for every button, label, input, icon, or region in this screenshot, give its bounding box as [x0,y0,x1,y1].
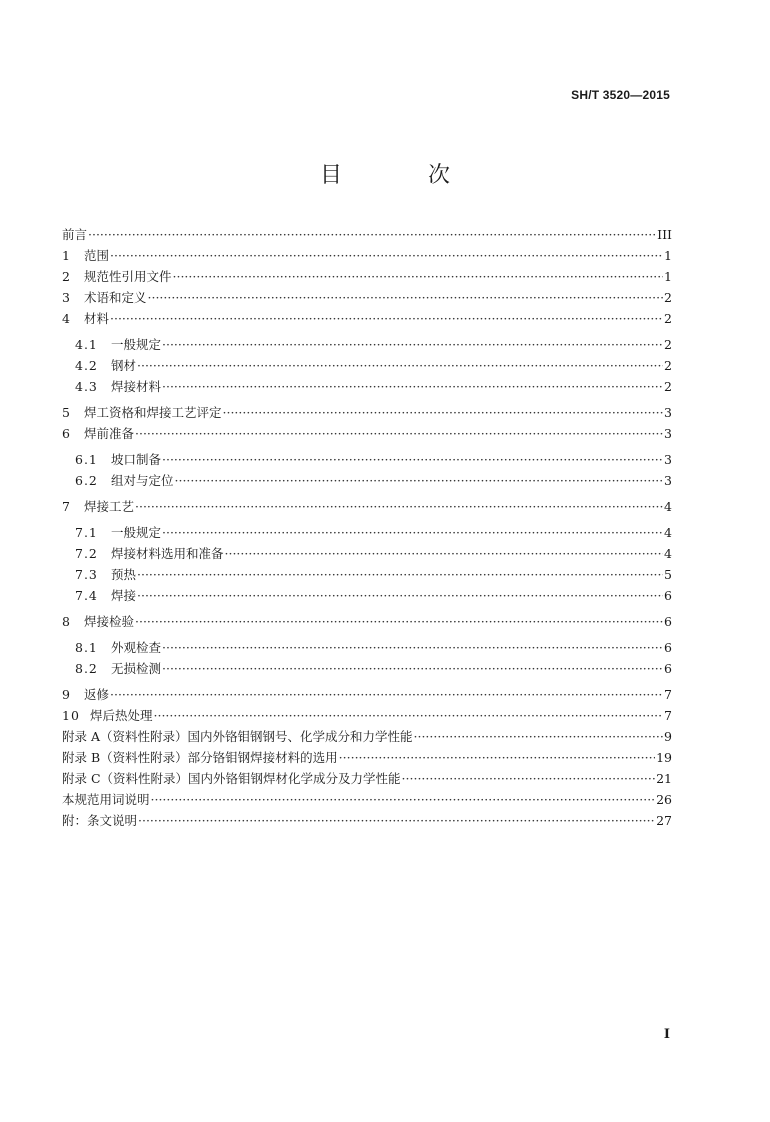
toc-dot-leader [110,308,663,329]
toc-entry-page: 6 [664,640,672,655]
toc-entry-page: 7 [664,708,672,723]
toc-entry-page: 4 [664,525,672,540]
toc-dot-leader [154,705,664,726]
toc-entry-page: 3 [664,473,672,488]
toc-entry[interactable] [62,637,672,658]
toc-dot-leader [137,564,663,585]
toc-entry[interactable] [62,585,672,606]
page-title: 目 次 [319,163,482,188]
toc-entry-label: 附录 B（资料性附录）部分铬钼钢焊接材料的选用 [62,750,338,765]
toc-entry-number: 1 [62,248,71,263]
toc-entry-page: 2 [664,358,672,373]
toc-entry-page: 6 [664,588,672,603]
toc-entry-number: 7.2 [75,546,98,561]
toc-entry[interactable] [62,224,672,245]
table-of-contents [62,224,672,831]
toc-dot-leader [402,768,656,789]
toc-entry[interactable] [62,423,672,444]
toc-entry-page: 26 [656,792,672,807]
toc-entry-number: 8.1 [75,640,98,655]
toc-entry[interactable] [62,449,672,470]
toc-entry-number: 4.2 [75,358,98,373]
toc-entry-label: 焊工资格和焊接工艺评定 [84,405,222,420]
toc-dot-leader [223,402,664,423]
toc-entry[interactable] [62,402,672,423]
toc-entry-number: 2 [62,269,71,284]
toc-entry-label: 外观检查 [111,640,162,655]
toc-entry-label: 一般规定 [111,337,162,352]
toc-dot-leader [162,376,663,397]
toc-entry-label: 附录 C（资料性附录）国内外铬钼钢焊材化学成分及力学性能 [62,771,401,786]
toc-entry-label: 焊接工艺 [84,499,135,514]
toc-entry-label: 焊后热处理 [90,708,153,723]
toc-dot-leader [138,810,655,831]
toc-dot-leader [162,522,663,543]
toc-entry-page: 3 [664,405,672,420]
toc-dot-leader [137,355,663,376]
toc-entry-number: 8 [62,614,71,629]
toc-dot-leader [414,726,664,747]
standard-code: SH/T 3520—2015 [571,88,670,102]
toc-entry-page: 2 [664,337,672,352]
toc-entry-page: 2 [664,290,672,305]
toc-entry-number: 8.2 [75,661,98,676]
toc-entry-label: 附录 A（资料性附录）国内外铬钼钢钢号、化学成分和力学性能 [62,729,413,744]
toc-entry-page: 9 [664,729,672,744]
toc-entry[interactable] [62,470,672,491]
toc-entry[interactable] [62,522,672,543]
toc-entry-label: 规范性引用文件 [84,269,172,284]
toc-dot-leader [162,449,663,470]
toc-dot-leader [175,470,664,491]
toc-dot-leader [137,585,663,606]
toc-entry-page: 19 [656,750,672,765]
toc-entry-number: 7 [62,499,71,514]
toc-entry-label: 本规范用词说明 [62,792,150,807]
toc-entry-number: 6.1 [75,452,98,467]
toc-entry-number: 4 [62,311,71,326]
toc-entry-label: 材料 [84,311,110,326]
toc-entry[interactable] [62,684,672,705]
toc-entry-number: 10 [62,708,80,723]
page-number: I [663,1027,670,1042]
toc-entry-label: 焊接检验 [84,614,135,629]
toc-entry-page: 5 [664,567,672,582]
toc-entry-page: 27 [656,813,672,828]
toc-entry-number: 7.3 [75,567,98,582]
toc-entry[interactable] [62,705,672,726]
toc-entry-label: 组对与定位 [111,473,174,488]
toc-entry[interactable] [62,334,672,355]
toc-dot-leader [225,543,664,564]
toc-entry-number: 6.2 [75,473,98,488]
toc-entry[interactable] [62,287,672,308]
toc-dot-leader [162,637,663,658]
toc-entry[interactable] [62,768,672,789]
toc-entry-label: 焊接 [111,588,137,603]
toc-entry-label: 焊接材料选用和准备 [111,546,224,561]
toc-entry-page: 3 [664,426,672,441]
toc-entry-number: 4.3 [75,379,98,394]
toc-dot-leader [88,224,656,245]
toc-entry-page: 1 [664,269,672,284]
toc-entry-label: 一般规定 [111,525,162,540]
toc-entry-page: 4 [664,546,672,561]
toc-entry-label: 返修 [84,687,110,702]
toc-entry-page: III [657,227,672,242]
toc-entry-page: 6 [664,661,672,676]
toc-dot-leader [110,684,663,705]
toc-entry-label: 坡口制备 [111,452,162,467]
toc-entry-number: 7.1 [75,525,98,540]
toc-entry-number: 6 [62,426,71,441]
toc-entry[interactable] [62,376,672,397]
toc-dot-leader [162,658,663,679]
toc-entry-page: 4 [664,499,672,514]
toc-entry-label: 焊接材料 [111,379,162,394]
toc-entry[interactable] [62,266,672,287]
toc-entry-number: 9 [62,687,71,702]
toc-entry[interactable] [62,747,672,768]
toc-entry-label: 术语和定义 [84,290,147,305]
toc-entry[interactable] [62,810,672,831]
toc-entry-number: 3 [62,290,71,305]
toc-entry-page: 2 [664,311,672,326]
toc-entry[interactable] [62,564,672,585]
toc-entry-page: 6 [664,614,672,629]
toc-entry-number: 7.4 [75,588,98,603]
toc-entry[interactable] [62,355,672,376]
toc-entry-page: 1 [664,248,672,263]
toc-entry-page: 3 [664,452,672,467]
toc-dot-leader [148,287,664,308]
toc-dot-leader [162,334,663,355]
toc-dot-leader [135,496,663,517]
toc-entry-number: 5 [62,405,71,420]
toc-entry-label: 预热 [111,567,137,582]
toc-entry-label: 附：条文说明 [62,813,138,828]
toc-entry[interactable] [62,726,672,747]
toc-entry[interactable] [62,658,672,679]
toc-entry-label: 前言 [62,227,88,242]
toc-dot-leader [339,747,655,768]
toc-entry-label: 范围 [84,248,110,263]
toc-entry-page: 2 [664,379,672,394]
toc-entry[interactable] [62,308,672,329]
toc-entry-page: 21 [656,771,672,786]
toc-entry-label: 钢材 [111,358,137,373]
toc-entry-number: 4.1 [75,337,98,352]
toc-entry[interactable] [62,789,672,810]
toc-entry[interactable] [62,496,672,517]
toc-dot-leader [135,423,663,444]
toc-entry-page: 7 [664,687,672,702]
toc-entry[interactable] [62,245,672,266]
toc-entry[interactable] [62,543,672,564]
toc-entry-label: 无损检测 [111,661,162,676]
toc-entry-label: 焊前准备 [84,426,135,441]
toc-dot-leader [135,611,663,632]
toc-dot-leader [110,245,663,266]
toc-entry[interactable] [62,611,672,632]
toc-dot-leader [173,266,664,287]
toc-dot-leader [151,789,656,810]
